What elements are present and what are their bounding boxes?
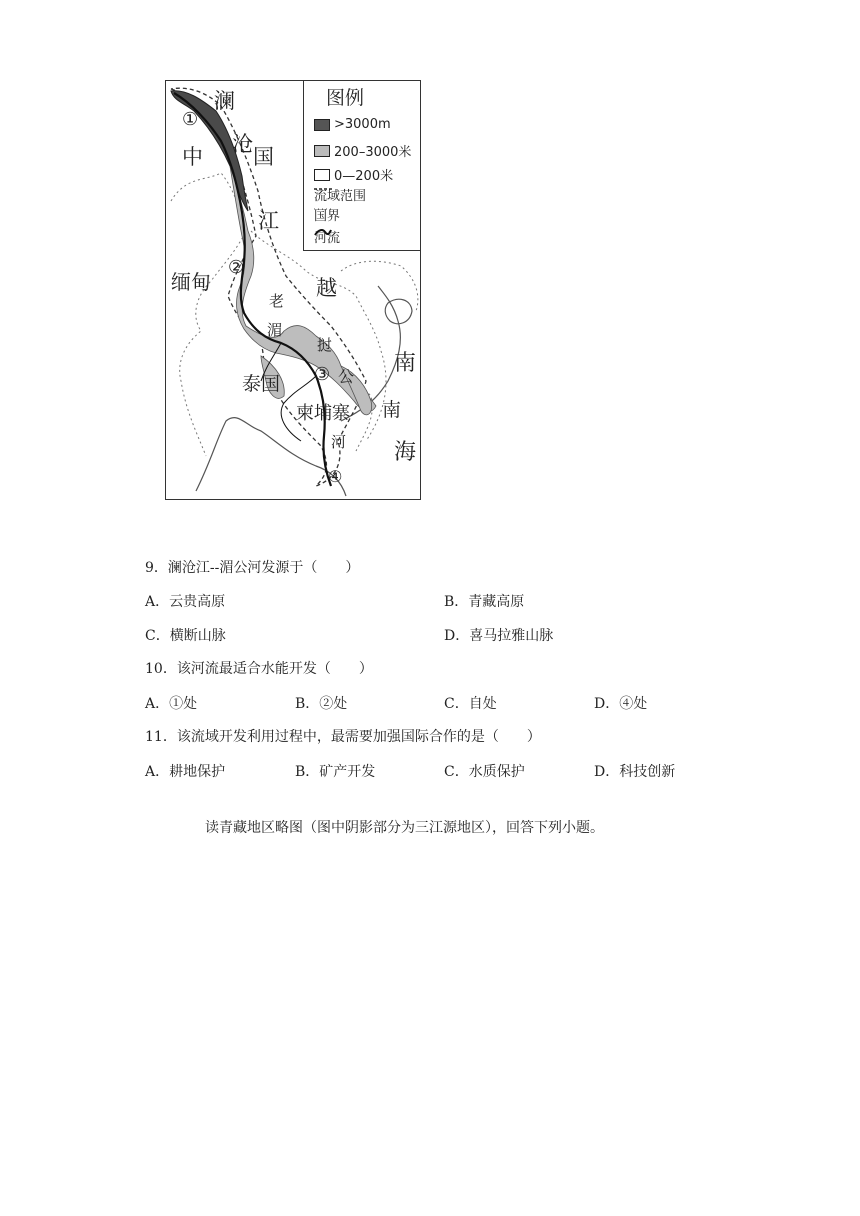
map-label-thailand: 泰国 bbox=[242, 373, 281, 395]
question-11-option-d[interactable]: D．科技创新 bbox=[594, 764, 676, 780]
river-line-icon bbox=[314, 227, 332, 237]
question-10-option-d[interactable]: D．④处 bbox=[594, 696, 648, 712]
question-10-stem: 10．该河流最适合水能开发（ ） bbox=[145, 661, 373, 677]
swatch-low bbox=[314, 169, 330, 181]
legend-item-high bbox=[314, 117, 391, 132]
map-label-he: 河 bbox=[331, 433, 347, 451]
legend-label: 0—200米 bbox=[334, 169, 394, 184]
map-label-zhong: 中 bbox=[182, 145, 203, 169]
legend-item-basin bbox=[314, 185, 366, 204]
question-9-option-b[interactable]: B．青藏高原 bbox=[444, 594, 525, 610]
hainan-island bbox=[385, 299, 412, 323]
map-label-gong: 公 bbox=[338, 367, 355, 386]
dashed-line-icon bbox=[314, 185, 332, 193]
legend-item-river bbox=[314, 227, 340, 246]
question-11-option-b[interactable]: B．矿产开发 bbox=[295, 764, 376, 780]
legend-label: 河流 bbox=[314, 231, 341, 246]
legend-item-low bbox=[314, 165, 393, 184]
map-label-cang: 沧 bbox=[232, 132, 253, 156]
question-11-option-a[interactable]: A．耕地保护 bbox=[145, 764, 226, 780]
map-marker-3: ③ bbox=[314, 364, 331, 385]
section-intro: 读青藏地区略图（图中阴影部分为三江源地区），回答下列小题。 bbox=[205, 820, 604, 836]
legend-label: 流域范围 bbox=[314, 189, 367, 204]
map-label-myanmar: 缅甸 bbox=[171, 270, 211, 294]
legend-item-mid bbox=[314, 141, 411, 160]
border-line bbox=[171, 173, 246, 456]
map-label-jiang: 江 bbox=[258, 209, 279, 233]
border-line bbox=[341, 261, 418, 311]
map-label-mei: 湄 bbox=[267, 321, 283, 339]
swatch-mid bbox=[314, 145, 330, 157]
question-11-stem: 11．该流域开发利用过程中，最需要加强国际合作的是（ ） bbox=[145, 729, 541, 745]
question-10-option-b[interactable]: B．②处 bbox=[295, 696, 348, 712]
map-label-nan-2: 南 bbox=[382, 399, 402, 421]
map-label-hai: 海 bbox=[394, 440, 417, 465]
question-10-option-a[interactable]: A．①处 bbox=[145, 696, 198, 712]
legend-title: 图例 bbox=[326, 87, 365, 109]
legend-label: 国界 bbox=[314, 209, 341, 224]
map-legend bbox=[303, 81, 421, 251]
map-label-lao: 老 bbox=[269, 292, 285, 310]
map-marker-4: ④ bbox=[328, 467, 343, 486]
map-label-nan-1: 南 bbox=[394, 351, 417, 376]
dotted-line-icon bbox=[314, 205, 332, 213]
question-9-option-d[interactable]: D．喜马拉雅山脉 bbox=[444, 628, 554, 644]
map-label-wo: 挝 bbox=[317, 336, 333, 354]
mekong-basin-map bbox=[165, 80, 421, 500]
map-marker-1: ① bbox=[182, 109, 199, 130]
map-label-yue: 越 bbox=[316, 276, 337, 300]
question-10-option-c[interactable]: C．自处 bbox=[444, 696, 497, 712]
swatch-high bbox=[314, 119, 330, 131]
legend-label: >3000m bbox=[334, 117, 391, 132]
question-11-option-c[interactable]: C．水质保护 bbox=[444, 764, 525, 780]
legend-label: 200–3000米 bbox=[334, 145, 412, 160]
question-9-stem: 9．澜沧江--湄公河发源于（ ） bbox=[145, 560, 360, 576]
map-label-cambodia: 柬埔寨 bbox=[296, 403, 350, 424]
map-marker-2: ② bbox=[228, 257, 245, 278]
question-9-option-c[interactable]: C．横断山脉 bbox=[145, 628, 226, 644]
question-9-option-a[interactable]: A．云贵高原 bbox=[145, 594, 226, 610]
map-label-guo: 国 bbox=[253, 145, 274, 169]
legend-item-border bbox=[314, 205, 340, 224]
map-label-lan: 澜 bbox=[214, 89, 235, 113]
